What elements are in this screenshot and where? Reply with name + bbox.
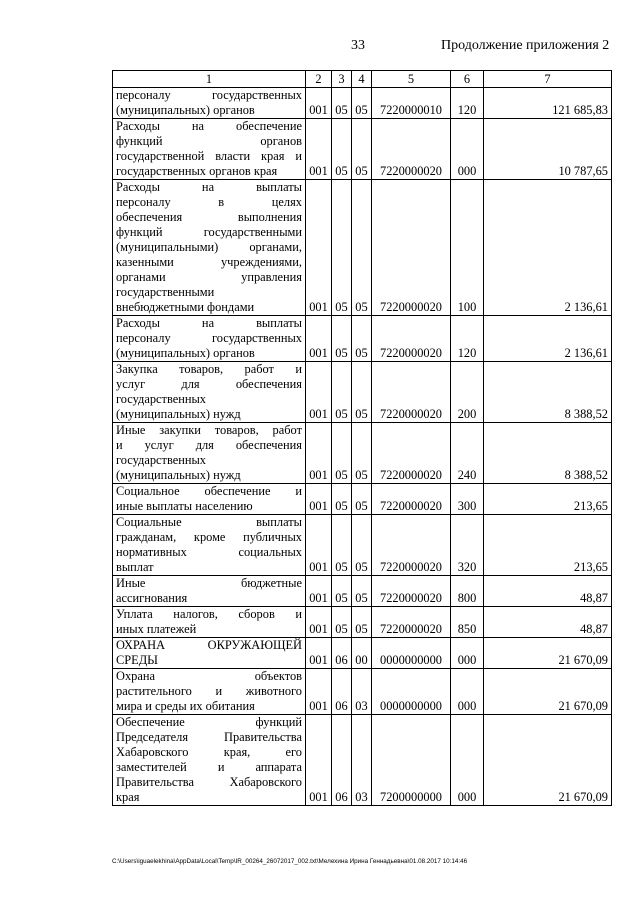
row-name-line: функций органов [116,134,302,148]
row-name-line: внебюджетными фондами [116,300,255,314]
code-cell: 7200000000 [372,715,451,806]
row-name-line: края [116,790,140,804]
code-cell: 05 [352,119,372,180]
code-cell: 05 [352,362,372,423]
table-row [113,515,612,576]
row-name-cell [113,484,306,515]
code-cell: 05 [352,607,372,638]
code-cell: 05 [332,484,352,515]
amount-cell: 213,65 [484,484,612,515]
amount-cell: 8 388,52 [484,362,612,423]
code-cell: 06 [332,715,352,806]
code-cell: 7220000020 [372,423,451,484]
code-cell: 7220000020 [372,119,451,180]
code-cell: 001 [306,362,332,423]
code-cell: 03 [352,715,372,806]
code-cell: 120 [451,316,484,362]
row-name-line: иных платежей [116,622,197,636]
code-cell: 001 [306,484,332,515]
row-name-line: Хабаровского края, его [116,745,302,759]
row-name-line: заместителей и аппарата [116,760,302,774]
code-cell: 001 [306,119,332,180]
row-name-cell [113,715,306,806]
table-row [113,362,612,423]
amount-cell: 8 388,52 [484,423,612,484]
code-cell: 06 [332,669,352,715]
row-name-line: мира и среды их обитания [116,699,255,713]
code-cell: 05 [332,423,352,484]
code-cell: 001 [306,638,332,669]
amount-cell: 2 136,61 [484,316,612,362]
code-cell: 05 [332,607,352,638]
table-row [113,180,612,316]
amount-cell: 10 787,65 [484,119,612,180]
col-header: 6 [451,71,484,88]
table-row [113,88,612,119]
code-cell: 7220000020 [372,515,451,576]
row-name-line: иные выплаты населению [116,499,253,513]
col-header: 7 [484,71,612,88]
code-cell: 300 [451,484,484,515]
row-name-line: ОХРАНА ОКРУЖАЮЩЕЙ [116,638,302,652]
row-name-cell [113,515,306,576]
table-row [113,119,612,180]
table-row [113,576,612,607]
col-header: 3 [332,71,352,88]
code-cell: 05 [332,180,352,316]
row-name-line: государственных [116,453,207,467]
code-cell: 000 [451,669,484,715]
row-name-line: нормативных социальных [116,545,302,559]
row-name-cell [113,607,306,638]
code-cell: 05 [332,576,352,607]
code-cell: 7220000020 [372,607,451,638]
page-number: 33 [351,38,365,53]
code-cell: 05 [352,484,372,515]
code-cell: 001 [306,715,332,806]
code-cell: 320 [451,515,484,576]
code-cell: 200 [451,362,484,423]
table-header-row [113,71,612,88]
row-name-cell [113,669,306,715]
code-cell: 000 [451,715,484,806]
row-name-line: Обеспечение функций [116,715,302,729]
amount-cell: 2 136,61 [484,180,612,316]
amount-cell: 48,87 [484,576,612,607]
continuation-title: Продолжение приложения 2 [441,38,610,53]
code-cell: 06 [332,638,352,669]
code-cell: 100 [451,180,484,316]
table-row [113,669,612,715]
row-name-line: функций государственными [116,225,302,239]
row-name-line: Иные бюджетные [116,576,302,590]
code-cell: 0000000000 [372,638,451,669]
code-cell: 850 [451,607,484,638]
amount-cell: 48,87 [484,607,612,638]
row-name-line: обеспечения выполнения [116,210,302,224]
amount-cell: 21 670,09 [484,715,612,806]
code-cell: 00 [352,638,372,669]
row-name-cell [113,88,306,119]
code-cell: 7220000020 [372,180,451,316]
code-cell: 05 [352,576,372,607]
row-name-line: растительного и животного [116,684,302,698]
row-name-line: услуг для обеспечения [116,377,302,391]
code-cell: 001 [306,576,332,607]
code-cell: 001 [306,88,332,119]
row-name-line: ассигнования [116,591,188,605]
code-cell: 001 [306,515,332,576]
code-cell: 05 [352,88,372,119]
code-cell: 05 [352,515,372,576]
row-name-line: Охрана объектов [116,669,302,683]
row-name-line: (муниципальных) органов [116,346,255,360]
code-cell: 05 [352,180,372,316]
row-name-line: Правительства Хабаровского [116,775,302,789]
row-name-line: (муниципальными) органами, [116,240,302,254]
amount-cell: 213,65 [484,515,612,576]
row-name-line: Иные закупки товаров, работ [116,423,302,437]
table-row [113,316,612,362]
amount-cell: 21 670,09 [484,638,612,669]
row-name-line: и услуг для обеспечения [116,438,302,452]
table-row [113,607,612,638]
row-name-line: Социальные выплаты [116,515,302,529]
table-row [113,638,612,669]
code-cell: 000 [451,119,484,180]
document-footer-path: C:\Users\iguaelekhina\AppData\Local\Temp\IR_00264_26072017_002.txt\Мелехина Ирина Геннадьевна\01.08.2017 10:14:46 [112,858,468,865]
row-name-line: (муниципальных) органов [116,103,255,117]
code-cell: 05 [332,88,352,119]
row-name-line: Расходы на выплаты [116,180,302,194]
code-cell: 05 [352,316,372,362]
row-name-line: государственной власти края и [116,149,302,163]
row-name-cell [113,576,306,607]
code-cell: 120 [451,88,484,119]
code-cell: 001 [306,180,332,316]
row-name-line: выплат [116,560,154,574]
row-name-line: гражданам, кроме публичных [116,530,302,544]
code-cell: 05 [332,119,352,180]
col-header: 2 [306,71,332,88]
row-name-cell [113,180,306,316]
table-row [113,484,612,515]
code-cell: 000 [451,638,484,669]
col-header: 5 [372,71,451,88]
row-name-line: СРЕДЫ [116,653,158,667]
code-cell: 05 [332,515,352,576]
row-name-line: Социальное обеспечение и [116,484,302,498]
row-name-cell [113,638,306,669]
row-name-line: Расходы на выплаты [116,316,302,330]
code-cell: 240 [451,423,484,484]
col-header: 4 [352,71,372,88]
row-name-cell [113,119,306,180]
code-cell: 05 [352,423,372,484]
row-name-line: (муниципальных) нужд [116,468,241,482]
amount-cell: 21 670,09 [484,669,612,715]
row-name-line: персоналу в целях [116,195,302,209]
row-name-line: персоналу государственных [116,331,302,345]
row-name-line: государственных [116,392,207,406]
code-cell: 7220000020 [372,484,451,515]
amount-cell: 121 685,83 [484,88,612,119]
row-name-line: персоналу государственных [116,88,302,102]
row-name-line: государственных органов края [116,164,278,178]
code-cell: 05 [332,316,352,362]
row-name-line: (муниципальных) нужд [116,407,241,421]
row-name-cell [113,362,306,423]
code-cell: 001 [306,607,332,638]
code-cell: 7220000020 [372,316,451,362]
row-name-line: органами управления [116,270,302,284]
code-cell: 800 [451,576,484,607]
row-name-line: Председателя Правительства [116,730,302,744]
code-cell: 001 [306,423,332,484]
code-cell: 7220000010 [372,88,451,119]
row-name-cell [113,423,306,484]
row-name-line: Уплата налогов, сборов и [116,607,302,621]
code-cell: 7220000020 [372,362,451,423]
row-name-line: казенными учреждениями, [116,255,302,269]
budget-table [112,70,612,806]
row-name-line: Расходы на обеспечение [116,119,302,133]
code-cell: 7220000020 [372,576,451,607]
row-name-line: Закупка товаров, работ и [116,362,302,376]
row-name-cell [113,316,306,362]
code-cell: 001 [306,316,332,362]
table-row [113,715,612,806]
table-row [113,423,612,484]
code-cell: 001 [306,669,332,715]
code-cell: 05 [332,362,352,423]
col-header: 1 [113,71,306,88]
row-name-line: государственными [116,285,215,299]
code-cell: 0000000000 [372,669,451,715]
code-cell: 03 [352,669,372,715]
